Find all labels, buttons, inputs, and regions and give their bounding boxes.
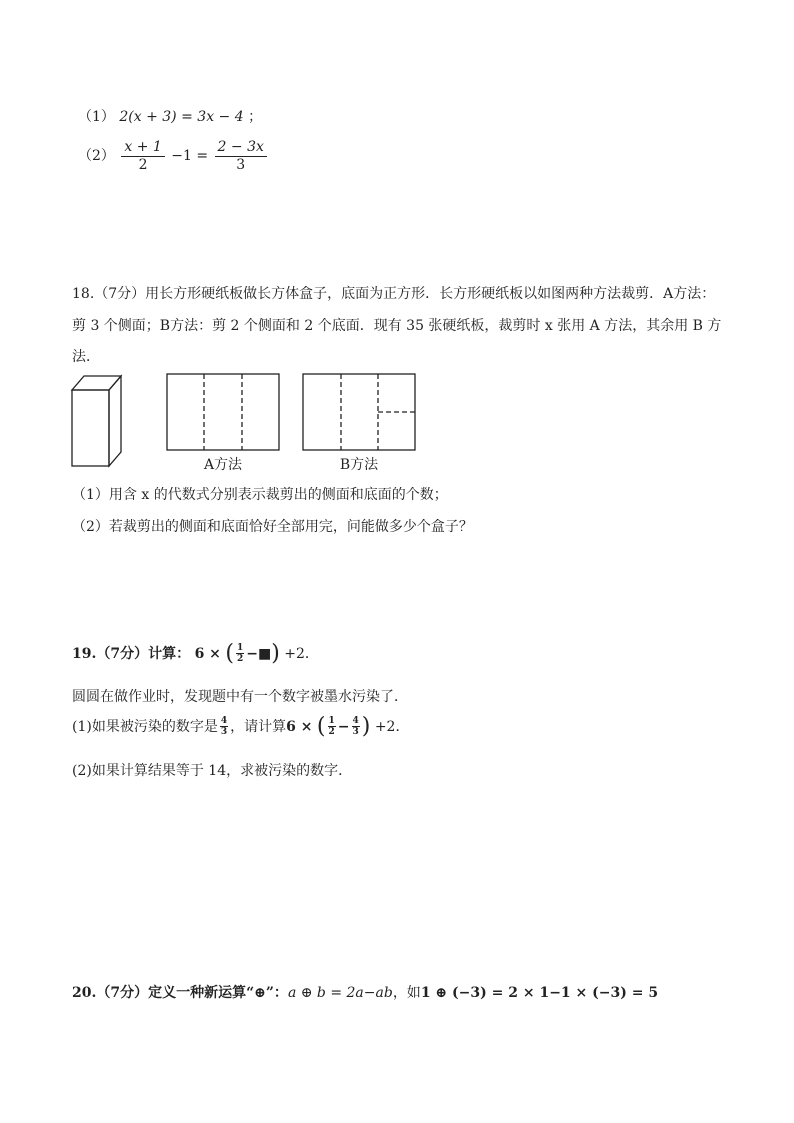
- q20-definition: a ⊕ b = 2a−ab: [287, 985, 393, 1001]
- q18-line3: 法．: [72, 349, 100, 365]
- prev-part1: [78, 106, 262, 126]
- sub1-prefix: (1)如果被污染的数字是: [72, 719, 218, 735]
- q18-sub1: （1）用含 x 的代数式分别表示裁剪出的侧面和底面的个数；: [72, 487, 448, 503]
- q20-line: [72, 982, 658, 1002]
- fraction-denominator: 2: [328, 727, 335, 737]
- fraction: [121, 140, 164, 172]
- minus-one-equals: −1 =: [171, 148, 209, 165]
- method-a-board: [167, 374, 279, 450]
- q20-mid: ，如: [392, 985, 421, 1001]
- fraction: [328, 717, 336, 738]
- right-paren: ): [271, 641, 280, 666]
- q19-sub2: (2)如果计算结果等于 14，求被污染的数字．: [72, 763, 353, 779]
- q19-sub1: (1)如果被污染的数字是 $\frac{4}{3}$ ，请计算6 × ( $\frac{1}{2}$ − $\frac{4}{3}$ ) +2．: [72, 714, 410, 739]
- expr-suffix: +2．: [374, 719, 410, 735]
- q19-head-text: 19.（7分）计算：: [72, 646, 191, 662]
- prev-part2: [78, 140, 269, 172]
- q19-head: 19.（7分）计算： 6 × ( $\frac{1}{2}$ −■) +2．: [72, 641, 319, 666]
- left-paren: (: [225, 641, 234, 666]
- method-a-figure: [167, 374, 279, 450]
- equals-sign: =: [181, 109, 193, 125]
- fraction: [352, 717, 360, 738]
- right-paren: ): [361, 714, 371, 739]
- fraction-denominator: 2: [236, 654, 244, 664]
- fraction-numerator: 1: [328, 715, 335, 726]
- equation-rhs: 3x − 4: [197, 109, 244, 125]
- expr-prefix: 6 ×: [194, 646, 221, 662]
- q20-example: 1 ⊕ (−3) = 2 × 1−1 × (−3) = 5: [420, 985, 659, 1001]
- fraction-numerator: 1: [236, 642, 244, 653]
- equation-lhs: 2(x + 3): [119, 109, 177, 125]
- fraction: [220, 717, 228, 738]
- fraction-numerator: 4: [352, 715, 359, 726]
- cuboid-front-face: [72, 390, 109, 466]
- q18-line1: 18.（7分）用长方形硬纸板做长方体盒子，底面为正方形．长方形硬纸板以如图两种方法裁剪．A方法：: [72, 286, 716, 302]
- part-label: （2）: [78, 148, 115, 165]
- q18-line2: 剪 3 个侧面；B方法：剪 2 个侧面和 2 个底面．现有 35 张硬纸板，裁剪时 x 张用 A 方法，其余用 B 方: [72, 318, 722, 334]
- fraction-numerator: 2 − 3x: [215, 140, 267, 157]
- fraction-denominator: 3: [220, 727, 228, 737]
- q19-line2: 圆圆在做作业时，发现题中有一个数字被墨水污染了．: [72, 689, 408, 705]
- method-b-figure: [303, 374, 415, 450]
- fraction: [236, 644, 244, 665]
- expr-prefix: 6 ×: [286, 719, 313, 735]
- sub1-mid: ，请计算: [230, 719, 287, 735]
- fraction-numerator: x + 1: [121, 140, 164, 157]
- q18-sub2: （2）若裁剪出的侧面和底面恰好全部用完，问能做多少个盒子？: [72, 519, 473, 535]
- ink-blot: ■: [257, 646, 272, 662]
- expr-suffix: +2．: [284, 646, 319, 662]
- left-paren: (: [316, 714, 326, 739]
- fraction-denominator: 3: [352, 727, 359, 737]
- punctuation: ；: [248, 109, 263, 125]
- method-b-label: B方法: [339, 457, 379, 473]
- q20-head: 20.（7分）定义一种新运算“⊕”：: [72, 985, 288, 1001]
- cuboid-figure: [72, 376, 121, 466]
- cuboid-top-face: [72, 376, 121, 390]
- method-a-label: A方法: [203, 457, 243, 473]
- q18-figure: [60, 368, 430, 478]
- cuboid-side-face: [109, 376, 121, 466]
- fraction: [215, 140, 267, 172]
- fraction-denominator: 2: [138, 156, 148, 173]
- fraction-numerator: 4: [220, 715, 228, 726]
- part-label: （1）: [78, 109, 115, 125]
- fraction-denominator: 3: [236, 156, 246, 173]
